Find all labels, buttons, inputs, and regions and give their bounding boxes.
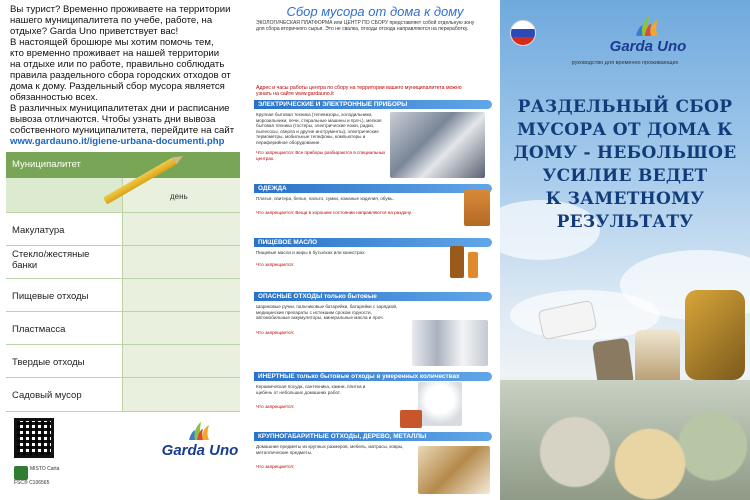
section-header-bulky: КРУПНОГАБАРИТНЫЕ ОТХОДЫ, ДЕРЕВО, МЕТАЛЛЫ xyxy=(254,432,492,441)
table-row xyxy=(6,245,240,278)
table-row xyxy=(6,212,240,245)
table-row xyxy=(6,278,240,311)
qr-code-icon[interactable] xyxy=(14,418,54,458)
oil-bottle-image xyxy=(468,252,478,278)
section-forbidden: Что запрещается: xyxy=(256,262,295,267)
section-forbidden: Что запрещается: Все приборы разбираются в специальных центрах. xyxy=(256,150,386,161)
row-label: Пищевые отходы xyxy=(12,291,89,302)
left-panel xyxy=(0,0,250,500)
cover-headline xyxy=(508,96,742,234)
headline-line: РАЗДЕЛЬНЫЙ СБОР xyxy=(517,97,733,117)
table-header xyxy=(6,152,240,178)
fsc-text: MISTO Carta FSC® C106565 xyxy=(14,466,60,486)
section-header-oil: ПИЩЕВОЕ МАСЛО xyxy=(254,238,492,247)
row-label: Пластмасса xyxy=(12,324,66,335)
header-day: день xyxy=(170,192,188,201)
intro-line: В различных муниципалитетах дни и расписание xyxy=(10,103,230,114)
section-text: Пищевые масла и жиры в бутылках или канистрах. xyxy=(256,250,366,255)
intro-line: на отдыхе или по работе, правильно соблюдать xyxy=(10,59,225,70)
cover-subtitle: руководство для временно проживающих xyxy=(571,60,679,66)
section-forbidden: Что запрещается: xyxy=(256,404,295,409)
table-row xyxy=(6,377,240,412)
fsc-badge xyxy=(14,466,74,488)
intro-line: вывоза отличаются. Чтобы узнать дни вывоза xyxy=(10,114,216,125)
fsc-tree-icon xyxy=(14,466,28,480)
section-forbidden: Что запрещается: Вещи в хорошем состоянии направляются на раздачу. xyxy=(256,210,412,215)
oil-can-image xyxy=(450,246,464,278)
section-header-electronics: ЭЛЕКТРИЧЕСКИЕ И ЭЛЕКТРОННЫЕ ПРИБОРЫ xyxy=(254,100,492,109)
garda-uno-logo xyxy=(160,420,240,468)
headline-line: РЕЗУЛЬТАТУ xyxy=(556,212,694,232)
middle-panel xyxy=(250,0,500,500)
sail-logo-icon xyxy=(187,420,213,442)
section-header-clothing: ОДЕЖДА xyxy=(254,184,492,193)
middle-intro: ЭКОЛОГИЧЕСКАЯ ПЛАТФОРМА или ЦЕНТР ПО СБОРУ представляет собой отдельную зону для сбора вторичного сырья. Это не свалка, отходы отсюда направляются на переработку. xyxy=(256,20,475,32)
sink-image xyxy=(418,382,462,426)
headline-line: ДОМУ - НЕБОЛЬШОЕ xyxy=(513,143,737,163)
intro-line: правила раздельного сбора городских отходов от xyxy=(10,70,231,81)
section-text: Домашние предметы из крупных размеров, мебель, матрасы, ковры, металлические предметы. xyxy=(256,444,404,455)
headline-line: УСИЛИЕ ВЕДЕТ xyxy=(542,166,708,186)
headline-line: МУСОРА ОТ ДОМА К xyxy=(517,120,733,140)
intro-line: Вы турист? Временно проживаете на территории xyxy=(10,4,231,15)
section-header-inert: ИНЕРТНЫЕ только бытовые отходы в умеренных количествах xyxy=(254,372,492,381)
row-label: Стекло/жестяные банки xyxy=(12,249,90,271)
brand-name: Garda Uno xyxy=(161,442,239,459)
section-text: Крупная бытовая техника (телевизоры, холодильники, морозильники, печи, стиральные машины и проч.), мелкая бытовая техника (тостеры, электрические ножи, радио, пылесосы, сверла и другие инструменты), электрические термометры, мобильные телефоны, компьютеры и периферийное оборудование. xyxy=(256,112,382,145)
header-municipality: Муниципалитет xyxy=(12,159,81,170)
intro-line: нашего муниципалитета по учебе, работе, на xyxy=(10,15,213,26)
section-header-hazardous: ОПАСНЫЕ ОТХОДЫ только бытовые xyxy=(254,292,492,301)
section-forbidden: Что запрещается: xyxy=(256,330,295,335)
intro-text xyxy=(0,0,250,147)
intro-line: собственного муниципалитета, перейдите на сайт xyxy=(10,125,235,136)
electronics-image xyxy=(390,112,485,178)
headline-line: К ЗАМЕТНОМУ xyxy=(545,189,705,209)
table-row xyxy=(6,344,240,377)
russian-flag-icon xyxy=(510,20,536,46)
row-label: Садовый мусор xyxy=(12,390,82,401)
sail-logo-icon xyxy=(633,14,663,38)
mattress-image xyxy=(418,446,490,494)
cover-panel xyxy=(500,0,750,500)
garda-uno-logo-cover xyxy=(598,14,698,55)
salt-box-image xyxy=(635,330,680,385)
intro-line: обязанностью всех. xyxy=(10,92,98,103)
brand-name: Garda Uno xyxy=(609,38,687,55)
waste-pile-image xyxy=(500,380,750,500)
middle-note: Адрес и часы работы центра по сбору на территории вашего муниципалитета можно узнать на сайте www.gardauno.it xyxy=(256,85,462,97)
intro-line: отдыхе? Garda Uno приветствует вас! xyxy=(10,26,179,37)
intro-line: дома к дому. Раздельный сбор мусора является xyxy=(10,81,225,92)
paper-bag-image xyxy=(685,290,745,380)
intro-line: кто временно проживает на нашей территории xyxy=(10,48,220,59)
section-title: Сбор мусора от дома к дому xyxy=(286,4,464,19)
website-link[interactable]: www.gardauno.it/igiene-urbana-documenti.php xyxy=(10,136,225,147)
row-label: Твердые отходы xyxy=(12,357,85,368)
row-label: Макулатура xyxy=(12,225,65,236)
section-text: Шариковые ручки, пальчиковые батарейки, батарейки с зарядкой, медицинские препараты с истекшим сроком годности, автомобильные аккумуляторы, минеральные масла и проч. xyxy=(256,304,398,321)
section-text: Керамическая посуда, сантехника, камни, плитка и щебень от небольших домашних работ. xyxy=(256,384,366,395)
bricks-image xyxy=(400,410,422,428)
table-row xyxy=(6,311,240,344)
section-text: Платья, свитера, белье, пальто, сумки, кожаные изделия, обувь. xyxy=(256,196,394,201)
section-forbidden: Что запрещается: xyxy=(256,464,295,469)
hazardous-image xyxy=(412,320,488,366)
wardrobe-image xyxy=(464,190,490,226)
intro-line: В настоящей брошюре мы хотим помочь тем, xyxy=(10,37,214,48)
